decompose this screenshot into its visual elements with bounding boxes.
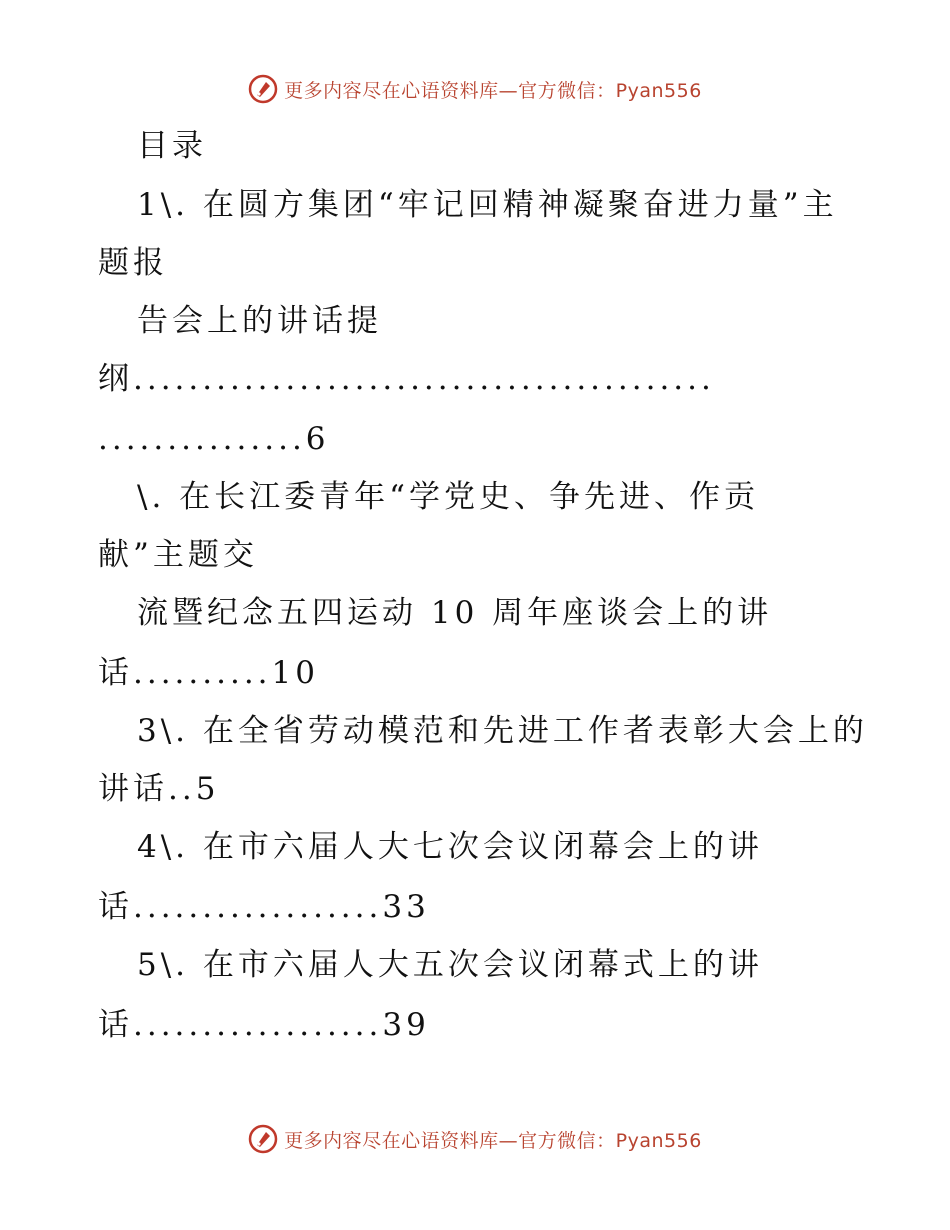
- footer-watermark: [0, 1124, 950, 1154]
- watermark-text: 更多内容尽在心语资料库—官方微信：Pyan556: [284, 79, 702, 102]
- toc-line: 题报: [98, 245, 168, 281]
- header-watermark: [0, 74, 950, 104]
- toc-line: 5\. 在市六届人大五次会议闭幕式上的讲: [137, 947, 763, 983]
- pen-nib-logo-icon: [248, 74, 278, 104]
- toc-line: 献”主题交: [98, 537, 258, 573]
- toc-title: 目录: [137, 128, 207, 164]
- toc-line: ...............6: [98, 421, 330, 457]
- toc-line: 话..................39: [98, 1007, 430, 1043]
- toc-line: 4\. 在市六届人大七次会议闭幕会上的讲: [137, 829, 763, 865]
- toc-line: 流暨纪念五四运动 10 周年座谈会上的讲: [137, 595, 773, 631]
- toc-line: 话..........10: [98, 655, 319, 691]
- toc-line: 话..................33: [98, 889, 430, 925]
- toc-line: 纲..........................................: [98, 361, 715, 397]
- toc-line: 讲话..5: [98, 771, 220, 807]
- toc-line: 告会上的讲话提: [137, 303, 382, 339]
- toc-line: 1\. 在圆方集团“牢记回精神凝聚奋进力量”主: [137, 187, 838, 223]
- toc-line: 3\. 在全省劳动模范和先进工作者表彰大会上的: [137, 713, 868, 749]
- toc-line: \. 在长江委青年“学党史、争先进、作贡: [137, 479, 759, 515]
- watermark-text: 更多内容尽在心语资料库—官方微信：Pyan556: [284, 1129, 702, 1152]
- pen-nib-logo-icon: [248, 1124, 278, 1154]
